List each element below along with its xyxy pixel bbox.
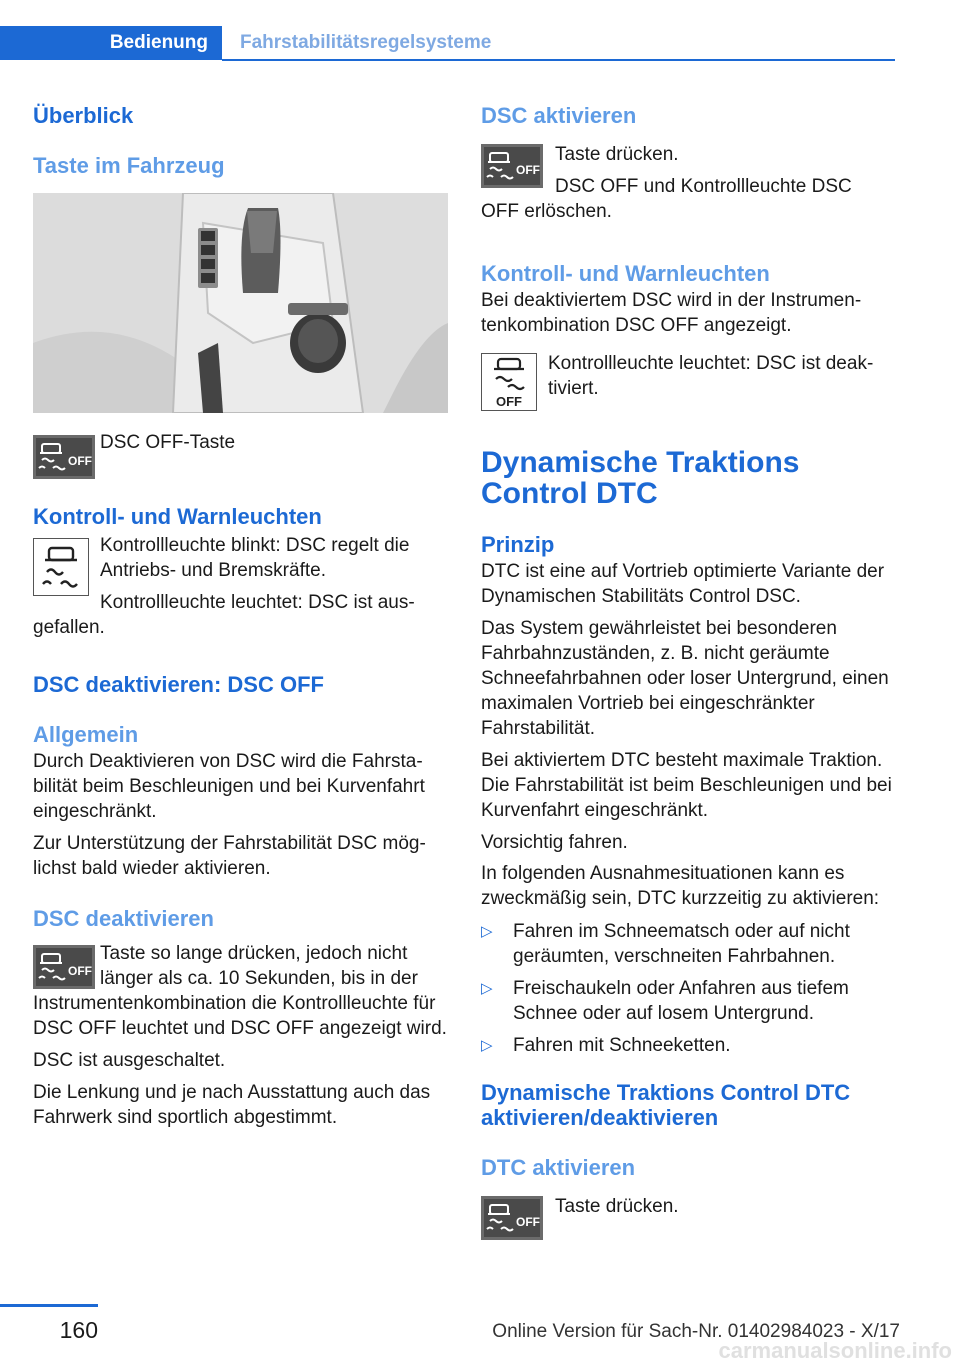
deactivate-text-b: Instrumentenkombination die Kontrollleuchte für DSC OFF leuchtet und DSC OFF angezeigt wird. <box>33 993 447 1039</box>
heading-dsc-deactivate-main: DSC deaktivieren: DSC OFF <box>33 672 324 697</box>
principle-text-1: DTC ist eine auf Vortrieb optimierte Variante der Dynamischen Stabilitäts Control DSC. <box>481 561 885 607</box>
dsc-off-button-row <box>33 433 448 497</box>
list-item: ▷ Fahren im Schneematsch oder auf nicht geräumten, verschneiten Fahrbahnen. <box>481 921 850 967</box>
center-console-photo <box>33 193 448 413</box>
heading-dtc: Dynamische Traktions Control DTC <box>481 446 800 510</box>
warning-text-2b: gefallen. <box>33 617 105 638</box>
dsc-off-lamp-icon <box>481 353 537 411</box>
heading-warning-lights: Kontroll- und Warnleuchten <box>33 504 322 529</box>
list-item: ▷ Freischaukeln oder Anfahren aus tiefem Schnee oder auf losem Untergrund. <box>481 978 849 1024</box>
heading-dtc-toggle: Dynamische Traktions Control DTC aktivieren/deaktivieren <box>481 1080 851 1130</box>
online-version-note: Online Version für Sach-Nr. 01402984023 - X/17 <box>492 1321 900 1342</box>
left-column <box>33 100 448 1130</box>
chapter-tab: Fahrstabilitätsregelsysteme <box>240 32 492 53</box>
warning-text-1: Kontrollleuchte blinkt: DSC regelt die Antriebs- und Bremskräfte. <box>100 535 410 581</box>
principle-text-4: Vorsichtig fahren. <box>481 832 628 853</box>
heading-dtc-activate: DTC aktivieren <box>481 1155 636 1180</box>
deactivate-text-2: DSC ist ausgeschaltet. <box>33 1050 226 1071</box>
heading-dsc-deactivate: DSC deaktivieren <box>33 906 214 931</box>
activate-text-2a: DSC OFF und Kontrollleuchte DSC <box>555 176 852 197</box>
dsc-off-button-icon <box>33 945 95 989</box>
bullet-triangle-icon: ▷ <box>481 1037 493 1054</box>
warning-lamp-text: Kontrollleuchte leuchtet: DSC ist deaktiviert. <box>548 353 874 399</box>
activate-text-2b: OFF erlöschen. <box>481 201 612 222</box>
warning-text-2a: Kontrollleuchte leuchtet: DSC ist aus- <box>100 592 415 613</box>
principle-text-5: In folgenden Ausnahmesituationen kann es zweckmäßig sein, DTC kurzzeitig zu aktivieren: <box>481 863 880 909</box>
warning-lamp-row <box>33 533 448 615</box>
heading-general: Allgemein <box>33 722 139 747</box>
dtc-activate-text: Taste drücken. <box>555 1196 679 1217</box>
bullet-triangle-icon: ▷ <box>481 923 493 940</box>
principle-text-3: Bei aktiviertem DTC besteht maximale Traktion. Die Fahrstabilität ist beim Beschleunigen und bei Kurvenfahrt eingeschränkt. <box>481 750 892 821</box>
dsc-off-button-icon <box>481 1196 543 1240</box>
deactivate-text-3: Die Lenkung und je nach Ausstattung auch das Fahrwerk sind sportlich abgestimmt. <box>33 1082 431 1128</box>
page-number: 160 <box>59 1317 98 1343</box>
heading-principle: Prinzip <box>481 532 555 557</box>
section-tab: Bedienung <box>0 26 222 60</box>
deactivate-text-a: Taste so lange drücken, jedoch nicht länger als ca. 10 Sekunden, bis in der <box>100 943 418 989</box>
deactivate-row <box>33 941 448 991</box>
bullet-triangle-icon: ▷ <box>481 980 493 997</box>
general-text-2: Zur Unterstützung der Fahrstabilität DSC möglichst bald wieder aktivieren. <box>33 833 426 879</box>
warning-lamp-off-row <box>481 351 896 409</box>
heading-button-in-car: Taste im Fahrzeug <box>33 153 225 178</box>
heading-warning-lights-right: Kontroll- und Warnleuchten <box>481 261 770 286</box>
principle-text-2: Das System gewährleistet bei besonderen Fahrbahnzuständen, z. B. nicht geräumte Schneefahrbahnen oder loser Untergrund, einen maximalen Vortrieb bei eingeschränkter Fahrstabilität. <box>481 618 889 739</box>
dsc-off-button-icon <box>33 435 95 479</box>
heading-overview: Überblick <box>33 103 134 128</box>
general-text-1: Durch Deaktivieren von DSC wird die Fahrstabilität beim Beschleunigen und bei Kurvenfahrt eingeschränkt. <box>33 751 425 822</box>
page-header <box>0 26 895 62</box>
watermark: carmanualsonline.info <box>718 1338 952 1363</box>
footer-rule <box>0 1304 98 1307</box>
list-item: ▷ Fahren mit Schneeketten. <box>481 1035 731 1056</box>
heading-dsc-activate: DSC aktivieren <box>481 103 637 128</box>
activate-text-1: Taste drücken. <box>555 144 679 165</box>
warning-text-right: Bei deaktiviertem DSC wird in der Instrumentenkombination DSC OFF angezeigt. <box>481 290 862 336</box>
dsc-warning-lamp-icon <box>33 538 89 596</box>
dsc-off-button-caption: DSC OFF-Taste <box>100 432 236 453</box>
header-rule <box>222 59 895 61</box>
dtc-activate-row <box>481 1194 896 1258</box>
activate-row <box>481 142 896 199</box>
dsc-off-button-icon <box>481 144 543 188</box>
situation-list <box>481 919 896 1058</box>
right-column <box>481 100 896 1258</box>
